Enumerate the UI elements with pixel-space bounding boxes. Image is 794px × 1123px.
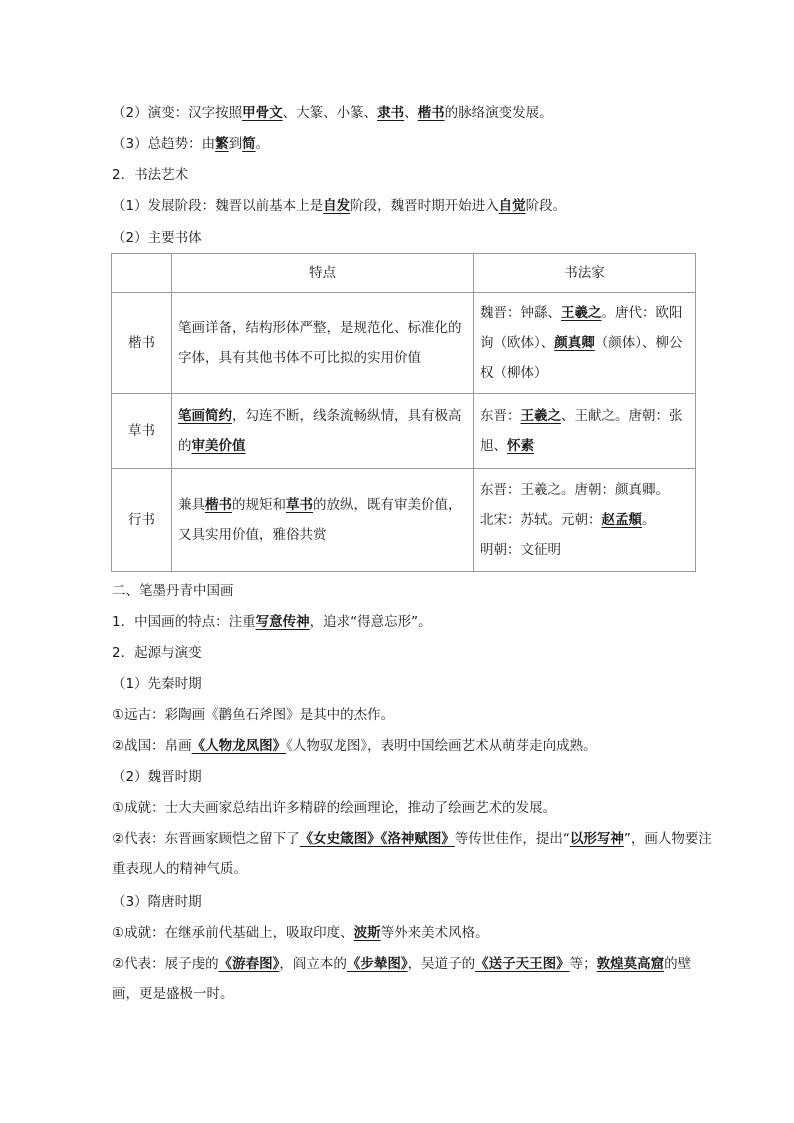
keyword: 自觉 [498, 198, 526, 214]
header-blank [112, 254, 172, 293]
style-name: 行书 [112, 469, 172, 572]
text: 。 [255, 136, 270, 152]
text: （颜体）、柳公权（柳体） [480, 335, 683, 381]
keyword: 赵孟頫 [601, 512, 642, 528]
feature-line [112, 613, 432, 631]
text: ，阎立本的 [279, 956, 347, 972]
style-artists [474, 469, 696, 572]
subsection-heading: （2）主要书体 [112, 230, 202, 246]
text: ②战国：帛画 [112, 738, 192, 754]
text: 、王献之。唐朝：张旭、 [480, 408, 683, 454]
suitang-representative [112, 949, 712, 1009]
text: 等； [569, 956, 597, 972]
trend-line [112, 135, 269, 153]
text: 北宋：苏轼。元朝： [480, 512, 602, 528]
keyword: 《女史箴图》 [299, 831, 381, 847]
text: 到 [228, 136, 243, 152]
keyword: 写意传神 [255, 614, 310, 630]
keyword: 简 [242, 136, 256, 152]
artist-line: 明朝：文征明 [480, 542, 561, 558]
text: 、大篆、小篆、 [282, 105, 378, 121]
style-features [172, 469, 474, 572]
stage-line [112, 197, 566, 215]
keyword: 怀素 [507, 438, 534, 454]
style-artists [474, 394, 696, 469]
keyword: 楷书 [417, 105, 445, 121]
keyword: 草书 [286, 497, 313, 513]
text: 1．中国画的特点：注重 [112, 614, 256, 630]
table-row [112, 293, 696, 394]
text: 东晋： [480, 408, 521, 424]
keyword: 王羲之 [561, 305, 602, 321]
text: ①成就：在继承前代基础上，吸取印度、 [112, 925, 354, 941]
text: 阶段。 [525, 198, 567, 214]
keyword: 《游春图》 [218, 956, 280, 972]
header-artists: 书法家 [474, 254, 696, 293]
text: 。 [642, 512, 656, 528]
text: 的放纵，既有审美价值，又具实用价值，雅俗共赏 [178, 497, 462, 543]
keyword: 笔画简约 [178, 408, 232, 424]
artist-line [480, 505, 689, 535]
keyword: 隶书 [377, 105, 405, 121]
text: （1）发展阶段：魏晋以前基本上是 [112, 198, 324, 214]
text: ，吴道子的 [407, 956, 476, 972]
text: ②代表：东晋画家顾恺之留下了 [112, 831, 300, 847]
keyword: 楷书 [205, 497, 232, 513]
text: 、 [404, 105, 418, 121]
table-row [112, 469, 696, 572]
keyword: 王羲之 [520, 408, 561, 424]
style-features [172, 394, 474, 469]
section-title: 二、笔墨丹青中国画 [112, 583, 234, 599]
text: 兼具 [178, 497, 205, 513]
style-features: 笔画详备，结构形体严整，是规范化、标准化的字体，具有其他书体不可比拟的实用价值 [172, 293, 474, 394]
keyword: 自发 [323, 198, 351, 214]
warring-line [112, 737, 597, 755]
subsection-heading: （2）魏晋时期 [112, 769, 202, 785]
text: 的壁画，更是盛极一时。 [112, 956, 692, 1002]
paragraph: ①远古：彩陶画《鹳鱼石斧图》是其中的杰作。 [112, 707, 395, 723]
subsection-heading: （3）隋唐时期 [112, 894, 202, 910]
table-header-row [112, 254, 696, 293]
keyword: 波斯 [353, 925, 381, 941]
keyword: 《人物龙凤图》 [191, 738, 287, 754]
table-row [112, 394, 696, 469]
text: 的规矩和 [232, 497, 286, 513]
keyword: 敦煌莫高窟 [596, 956, 665, 972]
text: ，勾连不断，线条流畅纵情，具有极高的 [178, 408, 462, 454]
paragraph: ①成就：士大夫画家总结出许多精辟的绘画理论，推动了绘画艺术的发展。 [112, 800, 557, 816]
keyword: 《步辇图》 [346, 956, 408, 972]
text: （3）总趋势：由 [112, 136, 216, 152]
text: 等外来美术风格。 [380, 925, 489, 941]
style-name: 草书 [112, 394, 172, 469]
text: 魏晋：钟繇、 [480, 305, 561, 321]
suitang-achievement [112, 924, 489, 942]
keyword: 甲骨文 [242, 105, 283, 121]
keyword: 《洛神赋图》 [380, 831, 455, 847]
keyword: 以形写神 [569, 831, 624, 847]
keyword: 审美价值 [191, 438, 246, 454]
keyword: 颜真卿 [554, 335, 595, 351]
keyword: 《送子天王图》 [475, 956, 570, 972]
text: 的脉络演变发展。 [444, 105, 553, 121]
artist-line: 东晋：王羲之。唐朝：颜真卿。 [480, 482, 669, 498]
evolution-line [112, 104, 553, 122]
text: ②代表：展子虔的 [112, 956, 219, 972]
weijin-representative [112, 824, 712, 884]
text: 等传世佳作，提出“ [454, 831, 570, 847]
subsection-heading: （1）先秦时期 [112, 676, 202, 692]
text: 阶段，魏晋时期开始进入 [350, 198, 499, 214]
style-name: 楷书 [112, 293, 172, 394]
header-features: 特点 [172, 254, 474, 293]
text: 《人物驭龙图》，表明中国绘画艺术从萌芽走向成熟。 [286, 738, 597, 754]
section-heading: 2．书法艺术 [112, 167, 189, 183]
text: （2）演变：汉字按照 [112, 105, 243, 121]
text: ，追求“得意忘形”。 [309, 614, 432, 630]
style-artists [474, 293, 696, 394]
section-heading: 2．起源与演变 [112, 645, 202, 661]
calligraphy-table [111, 253, 696, 572]
text: ”，画人物要注重表现人的精神气质。 [112, 831, 712, 877]
text: 。唐代：欧阳询（欧体）、 [480, 305, 683, 351]
keyword: 繁 [215, 136, 229, 152]
